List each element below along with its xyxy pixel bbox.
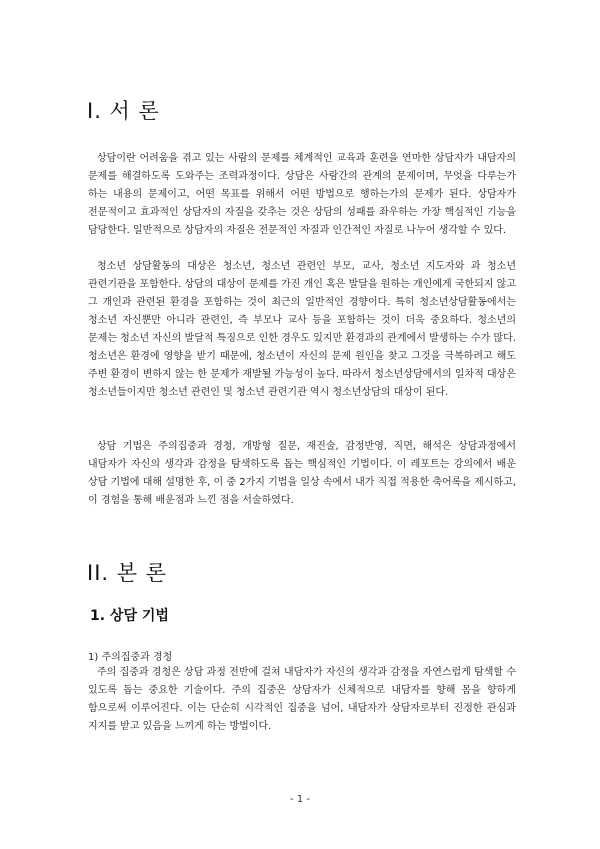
heading-body: II. 본 론 bbox=[87, 561, 167, 585]
heading-introduction: I. 서 론 bbox=[87, 99, 160, 123]
page-number: - 1 - bbox=[290, 794, 310, 805]
intro-paragraph-1: 상담이란 어려움을 겪고 있는 사람의 문제를 체계적인 교육과 훈련을 연마한 상담자가 내담자의 문제를 해결하도록 도와주는 조력과정이다. 상담은 사람간의 관계의 문제이며, 무엇을 다루는가 하는 내용의 문제이고, 어떤 목표를 위해서 어떤 방법으로 행하는가의 문제가 된다. 상담자가 전문적이고 효과적인 상담자의 자질을 갖추는 것은 상담의 성패를 좌우하는 가장 핵심적인 기능을 담당한다. 일반적으로 상담자의 자질은 전문적인 자질과 인간적인 자질로 나누어 생각할 수 있다. bbox=[88, 153, 516, 236]
subsection-paragraph: 주의 집중과 경청은 상담 과정 전반에 걸쳐 내담자가 자신의 생각과 감정을 자연스럽게 탐색할 수 있도록 돕는 중요한 기술이다. 주의 집중은 상담자가 신체적으로 내담자를 향해 몸을 향하게 함으로써 이루어진다. 이는 단순히 시각적인 집중을 넘어, 내담자가 상담자로부터 진정한 관심과 지지를 받고 있음을 느끼게 하는 방법이다. bbox=[88, 667, 516, 732]
intro-paragraph-3: 상담 기법은 주의집중과 경청, 개방형 질문, 재진술, 감정반영, 직면, 해석은 상담과정에서 내담자가 자신의 생각과 감정을 탐색하도록 돕는 핵심적인 기법이다. 이 레포트는 강의에서 배운 상담 기법에 대해 설명한 후, 이 중 2가지 기법을 일상 속에서 내가 직접 적용한 축어록을 제시하고, 이 경험을 통해 배운점과 느낀 점을 서술하였다. bbox=[88, 441, 516, 506]
intro-paragraph-2: 청소년 상담활동의 대상은 청소년, 청소년 관련인 부모, 교사, 청소년 지도자와 과 청소년 관련기관을 포함한다. 상담의 대상이 문제를 가진 개인 혹은 발달을 원하는 개인에게 국한되지 않고 그 개인과 관련된 환경을 포함하는 것이 최근의 일반적인 경향이다. 특히 청소년상담활동에서는 청소년 자신뿐만 아니라 관련인, 즉 부모나 교사 등을 포함하는 것이 더욱 중요하다. 청소년의 문제는 청소년 자신의 발달적 특징으로 인한 경우도 있지만 환경과의 관계에서 발생하는 수가 많다. 청소년은 환경에 영향을 받기 때문에, 청소년이 자신의 문제 원인을 찾고 그것을 극복하려고 해도 주변 환경이 변하지 않는 한 문제가 재발될 가능성이 높다. 따라서 청소년상담에서의 일차적 대상은 청소년들이지만 청소년 관련인 및 청소년 관련기관 역시 청소년상담의 대상이 된다. bbox=[88, 261, 516, 398]
subsection-title: 1) 주의집중과 경청 bbox=[88, 652, 173, 663]
section-title: 1. 상담 기법 bbox=[90, 608, 169, 624]
